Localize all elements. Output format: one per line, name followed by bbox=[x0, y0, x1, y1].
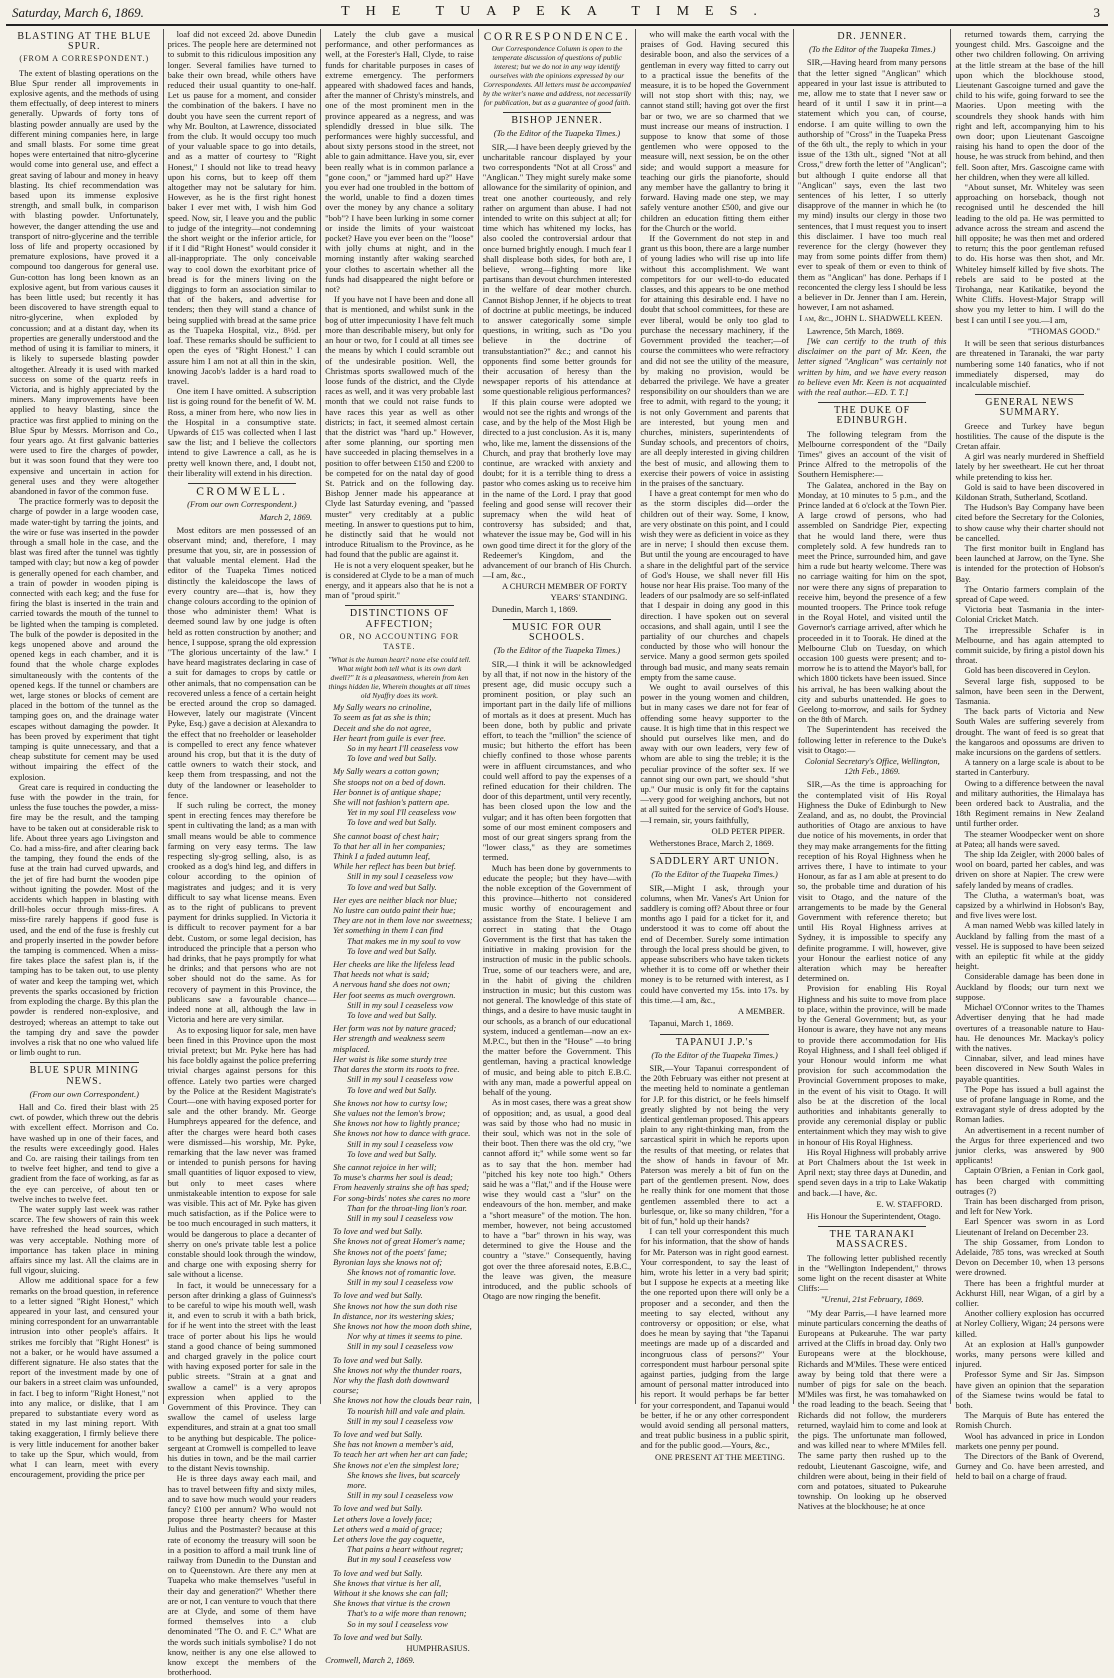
paragraph: Hall and Co. fired their blast with 25 cwt. of powder, which threw out the debris with excellent effect. Morrison and Co. have washed up in one of their faces, and the results were exceedingly good. Hales and Co. are raising their tailings from ten to twelve feet higher, and tend to give a gradient from the face of working, as far as the eye can perceive, of about ten or twelve inches to twelve feet. bbox=[10, 1101, 159, 1204]
news-item: The Clutha, a waterman's boat, was capsized by a whirlwind in Hobson's Bay, and five lives were lost. bbox=[955, 889, 1105, 921]
issue-date: Saturday, March 6, 1869. bbox=[12, 5, 144, 20]
poem-line: To muse's charms her soul is dead; bbox=[333, 1172, 453, 1183]
letter-title-saddlery: SADDLERY ART UNION. bbox=[649, 856, 780, 868]
poem-line: To love and wed but Sally. bbox=[333, 1503, 423, 1514]
poem-line: To love and wed but Sally. bbox=[347, 817, 437, 828]
paragraph: SIR,—I think it will be acknowledged by all that, if not now in the history of the present age, did music occupy such a prominent position, or play such an important part in the daily life of millions of mortals as it does at present. Much has been done, both by public and private effort, to teach the "million" the science of music; but hitherto the effort has been chiefly confined to those whose parents were in affluent circumstances, and who could well afford to pay the expenses of a refined education for their children. The door of this department, until very recently, has been closed upon the low and the vulgar; and it has often been forgotten that some of our most eminent composers and most of our great singers sprang from the "lower class," as they are sometimes termed. bbox=[482, 658, 632, 863]
news-item: The ship Ida Zeigler, with 2000 bales of wool on board, parted her cables, and was driven on shore at Napier. The crew were safely landed by means of cradles. bbox=[955, 849, 1105, 890]
poem-line: That dares the storm its roots to free. bbox=[333, 1064, 460, 1075]
poem-line: But in my soul I ceaseless vow bbox=[347, 1554, 452, 1565]
paragraph: Most editors are men possessed of an observant mind; and, therefore, I may presume that you, sir, are in possession of that valuable mental element. Had the editor of the Tuapeka Times noticed distinctly the kaleidoscope the laws of every country are—that is, how they change colours according to the opinion of those who administer them! What is deemed sound law by one judge is often held as rotten construction by another; and hence, I suppose, sprang the old expression "The glorious uncertainty of the law." I have heard magistrates declaring in case of a suit for damages to crops by cattle or other animals, that no compensation can be recovered unless a fence of a certain height be erected around the crop so damaged. However, lately our magistrate (Vincent Pyke, Esq.) gave a decision at Alexandra to the effect that no freeholder or leaseholder is compelled to erect any fence whatever around his crop, but that it is the duty of cattle owners to watch their stock, and keep them from trespassing, and not the duty of the landowner or leaseholder to fence. bbox=[167, 524, 317, 800]
paragraph: The water supply last week was rather scarce. The few showers of rain this week have refreshed the head sources, which was very acceptable. Nothing more of importance has taken place in mining affairs since my last. All the claims are in full vigour, sluicing. bbox=[10, 1203, 159, 1276]
poem-line: Let others wed a maid of grace; bbox=[333, 1523, 443, 1534]
news-item: Train has been discharged from prison, and left for New York. bbox=[955, 1195, 1105, 1217]
poem-line: She knows not how the sun doth rise bbox=[333, 1300, 458, 1311]
poem-line: My Sally wears no crinoline, bbox=[333, 702, 432, 713]
divider bbox=[503, 112, 612, 113]
divider bbox=[818, 1226, 927, 1227]
poem-line: Deceit and she do not agree, bbox=[333, 722, 432, 733]
poem-line: To love and wed but Sally. bbox=[333, 1429, 423, 1439]
poem-line: To love and wed but Sally. bbox=[333, 1354, 423, 1365]
poem-signature: HUMPHRASIUS. bbox=[406, 1643, 470, 1654]
paragraph: returned towards them, carrying the youngest child. Mrs. Gascoigne and the other two children following. On arriving at the little stream at the base of the hill upon which the blockhouse stood, Lieutenant Gascoigne turned and gave the child to his wife, going forward to see the Maories. Upon meeting with the scoundrels they shook hands with him right and left, accompanying him to his own door; upon Lieutenant Gascoigne raising his hand to open the door of the house, he was struck from behind, and then fell. Soon after, Mrs. Gascoigne came with her children, when they were all killed. bbox=[955, 29, 1105, 182]
paragraph: The Galatea, anchored in the Bay on Monday, at 10 minutes to 5 p.m., and the Prince landed at 6 o'clock at the Town Pier. A large crowd of persons, who had assembled on Sandridge Pier, expecting that he would land there, were thus completely sold. A few hundreds ran to meet the Prince, surrounded him, and gave him a rude but hearty welcome. There was no carriage waiting for him on the spot, nor were there any signs of preparation to receive him, beyond the presence of a few mounted troopers. The Prince took refuge in the Royal Hotel, and visited until the Governor's carriage arrived, after which he proceeded in it to Toorak. He dined at the Melbourne Club on Tuesday, on which occasion 100 guests were present; and to-morrow he is to attend the Mayor's ball, for which 1800 tickets have been issued. Since his arrival, he has been walking about the city and suburbs unattended. He goes to Geelong to-morrow, and sails for Sydney on the 8th of March. bbox=[797, 479, 947, 725]
article-title-taranaki: THE TARANAKI MASSACRES. bbox=[829, 1229, 915, 1251]
poem-line: Still in my soul I ceaseless vow bbox=[347, 1415, 454, 1426]
poem-line: In distance, nor its westering skies; bbox=[333, 1310, 455, 1321]
poem-line: She knows she lives, but scarcely more. bbox=[347, 1469, 460, 1491]
news-item: An advertisement in a recent number of the Argus for three experienced and two junior clerks, was answered by 900 applicants! bbox=[955, 1124, 1105, 1166]
poem-line: Still in my soul I ceaseless vow bbox=[347, 1277, 454, 1288]
divider bbox=[975, 394, 1084, 395]
poem-line: They are not in them love nor sweetness; bbox=[333, 915, 473, 926]
poem-line: To love and wed but Sally. bbox=[333, 1631, 423, 1642]
page-header bbox=[6, 2, 1108, 26]
poem-line: While her reflect has been but brief. bbox=[333, 861, 457, 872]
poem-line: To seem as fat as she is thin; bbox=[333, 712, 431, 723]
poem-line: To that her all in her companies; bbox=[333, 840, 446, 851]
poem-line: She has not known a member's aid, bbox=[333, 1439, 454, 1450]
paragraph: He is three days away each mail, and has to travel between fifty and sixty miles, and to save how much would your readers fancy? £100 per annum? Who would not propose three hearty cheers for Master Julius and the Postmaster? because at this rate of economy the treasury will soon be in a position to afford a mail trunk line of railway from Dunedin to the Dunstan and on to Queenstown. Are there any men at Tuapeka who make themselves "useful in their day and generation?" Whether there are or not, I can venture to vouch that there are at Clyde, and some of them have formed themselves into a club denominated "The O. and F. C." What are the words such initials symbolise? I do not know, neither is any one else allowed to know except the members of the brotherhood. bbox=[167, 1473, 317, 1678]
poem-line: Still in my soul I ceaseless vow bbox=[347, 871, 454, 882]
paragraph: loaf did not exceed 2d. above Dunedin prices. The people here are determined not to submit to this ridiculous imposition any longer. Several families have turned to bake their own bread, while others have reduced their usual quantity to one-half. Let us pause for a moment, and consider the combination of the bakers. I have no doubt you have seen the current report of why Mr. Boulton, at Lawrence, dissociated from the club. It would occupy too much of your valuable space to go into details, and as a matter of courtesy to "Right Honest," I should not like to tread heavy upon his corns, but to keep off them altogether may not be salutary for him. However, as he is the first right honest baker I ever met with, I wish him God speed. Now, sir, I leave you and the public to judge of the integrity—not condemning the short weight or the inferior article, for if it I did "Right Honest" would consider it all-inappropriate. The only conceivable way to cool down the exorbitant price of bread is for the miners living on the diggings to form an association similar to that of the bakers, and advertise for tenders; then they will stand a chance of being supplied with bread at the same price as the Tuapeka Hospital, viz., 8½d. per loaf. These remarks should be sufficient to open the eyes of "Right Honest." I can assure him I am not at all thin in the skin, knowing Jacob's ladder is a hard road to travel. bbox=[167, 29, 317, 386]
poem-line: That heeds not what is said; bbox=[333, 969, 430, 980]
news-item: Another colliery explosion has occurred at Norley Colliery, Wigan; 24 persons were killed. bbox=[955, 1308, 1105, 1339]
poem-line: Her cheeks are like the lifeless lead bbox=[333, 959, 455, 970]
paragraph: One item I have omitted. A subscription list is going round for the benefit of W. M. Ross, a miner from here, who now lies in the Hospital in a consumptive state. Upwards of £15 was collected when I last saw the list; and I believe the collectors intend to give Lawrence a call, as he is pretty well known there, and, I doubt not, their liberality will extend in his direction. bbox=[167, 386, 317, 478]
news-item: Captain O'Brien, a Fenian in Cork gaol, has been charged with committing outrages (?) bbox=[955, 1165, 1105, 1196]
article-byline: (From our own Correspondent.) bbox=[187, 499, 297, 510]
letter-salutation: (To the Editor of the Tuapeka Times.) bbox=[493, 645, 621, 656]
column-7 bbox=[951, 29, 1108, 1482]
news-item: A girl was nearly murdered in Sheffield lately by her sweetheart. He cut her throat while pretending to kiss her. bbox=[955, 451, 1105, 482]
poem-line: She knows that virtue is her all, bbox=[333, 1577, 442, 1588]
poem-line: Think I a faded autumn leaf, bbox=[333, 851, 431, 862]
paragraph: If the Government do not step in and grant us this boon, there are a large number of young ladies who will rise up into life without this accomplishment. We want competitors for our well-to-do educated classes, and this appears to be one method for attaining this desirable end. I have no doubt that school committees, for these are ever liberal, would be only too glad to purchase the necessary machinery, if the Government provided the teacher;—of course the committees who were refractory and did not see the utility of the measure, by making no provision, would be debarred the privilege. We have a greater responsibility on our shoulders than we are free to admit, with regard to the young; it is not only Government and parents that are interested, but young men and churches, ministers, superintendents of Sunday schools, and precentors of choirs, are all deeply interested in giving children the best of music, and allowing them to exercise their powers of voice in assisting in the praises of the sanctuary. bbox=[640, 233, 789, 488]
letter-signature: E. W. STAFFORD. bbox=[876, 1198, 943, 1209]
poem-line: From heavenly strains she oft has sped; bbox=[333, 1182, 470, 1193]
news-item: The irrepressible Schafer is in Melbourne, and has again attempted to commit suicide, by firing a pistol down his throat. bbox=[955, 624, 1105, 666]
news-item: Wool has advanced in price in London markets one penny per pound. bbox=[955, 1430, 1105, 1451]
poem-line: To love and wed but Sally. bbox=[347, 1010, 437, 1021]
paragraph: As in most cases, there was a great show of opposition; and, as usual, a good deal was said by those who had no music in their soul, which was not in the sole of their boot. Then there was the old cry, "we cannot afford it;" while some went so far as to say that the hon. member had "pitched his key note too high." Others said he was a "flat," and if the House were wise they would cast a "slur" on the endeavours of the hon. member, and make a "short measure" of the motion. The hon. member, however, not being accustomed to have a "bar" thrown in his way, was determined to give the House and the country a "stave." Consequently, having got over the three aforesaid notes, E.B.C., the leave was given, the measure introduced, and the public schools of Otago are now ringing the benefit. bbox=[482, 1097, 632, 1302]
letter-heading: Colonial Secretary's Office, Wellington, 12th Feb., 1869. bbox=[804, 756, 940, 777]
poem-line: To love and wed but Sally. bbox=[333, 1290, 423, 1301]
paragraph: SIR,—I have been deeply grieved by the uncharitable rancour displayed by your two correspondents "Not at all Cross" and "Anglican." They might surely make some allowance for the similarity of opinion, and treat one another courteously, and rely rather on argument than abuse. I had not intended to write on this subject at all; for time which has whitened my locks, has also cooled the controversial ardour that once burned brightly enough. I much fear I shall displease both sides, for both are, I believe, wrong—fighting more like partisans than devout churchmen interested in the welfare of dear mother church. Cannot Bishop Jenner, if he objects to treat of doctrine at public meetings, be induced to answer categorically some simple questions, in writing, such as "Do you believe in the doctrine of transubstantiation?" &c.; and cannot his opponents find some better grounds for their accusation of heresy than the newspaper reports of his attendance at some questionable religious performances? bbox=[482, 141, 632, 397]
correspondence-note: Our Correspondence Column is open to the temperate discussion of questions of public interest; but we do not in any way identify ourselves with the opinions expressed by our Correspondents. All letters must be accompanied by the writer's name and address, not necessarily for publication, but as a guarantee of good faith. bbox=[483, 44, 632, 108]
paragraph: Lately the club gave a musical performance, and other performances as well, at the Forester's Hall, Clyde, to raise funds for charitable purposes in cases of extreme emergency. The performers appeared with shadowed faces and hands, after the manner of Christy's minstrels, and one of the most prominent men in the province appeared as a negress, and was splendidly dressed in blue silk. The performances were highly successful, and about sixty persons stood in the street, not able to gain admittance. Have you, sir, ever been really what is in common parlance a "gone coon," or "jammed hard up?" Have you ever had one troubled in the bottom of the world, unable to find a dozen times over the money by any chance a solitary "bob"? I have been lurking in some corner or inside the limits of your waistcoat pocket? Have you ever been on the "loose" with jolly chums at night, and in the morning instantly after waking searched your clothes to ascertain whether all the funds had disappeared the night before or not? bbox=[325, 29, 474, 295]
news-item: The Directors of the Bank of Overend, Gurney and Co. have been arrested, and held to bail on a charge of fraud. bbox=[955, 1451, 1105, 1482]
poem-line: She knows not why the thunder roars, bbox=[333, 1364, 462, 1375]
article-title-cromwell: CROMWELL. bbox=[196, 485, 288, 498]
paragraph: SIR,—As the time is approaching for the contemplated visit of His Royal Highness the Duke of Edinburgh to New Zealand, and as, no doubt, the Provincial authorities of Otago are anxious to have due notice of his movements, in order that they may make arrangements for the fitting reception of his Royal Highness when he arrives there, I have to intimate to your Honour, as far as I am able at present to do so, the probable time and duration of his visit to Otago, and the nature of the arrangements to be made by the General Government with reference thereto; but until His Royal Highness arrives at Sydney, it is impossible to specify any definite programme. I will, however, give your Honour the earliest notice of any alteration which may be hereafter determined on. bbox=[797, 779, 947, 984]
paragraph: We ought to avail ourselves of this power in the young women and children, but in many cases we dare not for fear of offending some heavy supporter to the cause. It is high time that in this respect we should put ourselves like men, and do away with our own leaders, very few of whom are able to sing the treble; it is the peculiar province of the softer sex. If we cannot sing our own part, we should "shut up." Our music is only fit for the captains—very good for weighing anchors, but not at all suited for the service of God's House.—I remain, sir, yours faithfully, bbox=[640, 682, 789, 825]
poem-line: Still in my soul I ceaseless vow bbox=[347, 1212, 454, 1223]
news-item: There has been a frightful murder at Ackhurst Hill, near Wigan, of a girl by a collier. bbox=[955, 1277, 1105, 1308]
article-byline: (From our own Correspondent.) bbox=[29, 1088, 139, 1099]
poem-line: Her foot seems as much overgrown. bbox=[333, 989, 456, 1000]
news-item: A man named Webb was killed lately in Auckland by falling from the mast of a vessel. He is supposed to have been seized with an epileptic fit while at the giddy height. bbox=[955, 920, 1105, 972]
news-item: Earl Spencer was sworn in as Lord Lieutenant of Ireland on December 23. bbox=[955, 1216, 1105, 1237]
news-item: The Marquis of Bute has entered the Romish Church. bbox=[955, 1410, 1105, 1431]
news-item: The back parts of Victoria and New South Wales are suffering severely from drought. The want of feed is so great that the kangaroos and opossums are driven to make incursions on the gardens of settlers. bbox=[955, 706, 1105, 758]
poem-line: Nor why at times it seems to pine. bbox=[347, 1331, 463, 1342]
paragraph: His Royal Highness will probably arrive at Port Chalmers about the 1st week in April next; stay three days at Dunedin, and spend seven days in a trip to Lake Wakatip and back.—I have, &c. bbox=[797, 1146, 947, 1198]
poem-line: She will not fashion's pattern ape. bbox=[333, 797, 450, 808]
poem-line: Her bonnet is of antique shape; bbox=[333, 786, 442, 797]
paragraph: If you have not I have been and done all that is mentioned, and whilst sunk in the bog of utter impecuniosity I have felt much more than describable misery, but only for an hour or two, for I could at all times see the means by which I could scramble out of the undesirable position. Well, the Christmas sports swallowed much of the loose funds of the district, and the Clyde races as well, and it was very probable last month that we could not raise funds to have races this year as well as other districts; in fact, it seemed almost certain that the district was "hard up." However, after some planning, our sporting men have succeeded in placing themselves in a position to offer between £150 and £200 to be competed for on the natal day of good St. Patrick and on the following day. Bishop Jenner made his appearance at Clyde last Saturday evening, and "passed muster" very creditably at a public meeting. In answer to questions put to him, he distinctly said that he would not introduce Ritualism to the Province, as he had found that the public are against it. bbox=[325, 294, 474, 560]
letter-signature: I am, &c., JOHN L. SHADWELL KEEN. bbox=[799, 313, 943, 324]
column-4 bbox=[479, 29, 637, 1404]
poem-line: Her eyes are neither black nor blue; bbox=[333, 894, 458, 905]
poem-line: Still in my soul I ceaseless vow bbox=[347, 999, 454, 1010]
paragraph: In fact, it would be unnecessary for a person after drinking a glass of Guinness's to be careful to wipe his mouth well, wash it, and even to scrub it with a bath brick, for if he went into the street with the least trace of porter about his lips he would stand a good chance of being summoned and charged gravely in the police court with having exposed porter for sale in the public streets. "Strain at a gnat and swallow a camel" is a very apropos expression when applied to the Government of this Province. They can swallow the camel of useless large expenditures, and strain at a gnat too small to be anything but despicable. The police-sergeant at Cromwell is compelled to leave his duties in town, and be the mail carrier to the distant Nevis township. bbox=[167, 1279, 317, 1474]
poem-epigraph: "What is the human heart? none else could tell. What might both tell what is its own dark dwell?" It is a pleasantness, wherein from ken things hidden lie, Wherein thoughts at all times old Nyaffry does its work. bbox=[328, 655, 471, 701]
paragraph: who will make the earth vocal with the praises of God. Having secured this desirable boon, and also the services of a gentleman in every way fitted to carry out to a practical issue the benefits of the measure, it is to be hoped the Government will not stop short with this; nay, we cannot stand still; having got over the first bar or two, we are so charmed that we must increase our means of instruction. I suppose to know that some of those gentlemen who were opposed to the measure will, next session, be on the other side; and would support a measure for teaching our girls the pianoforte, should any member have the gallantry to bring it forward. Having made one step, we may safely venture another £500, and give our children an education fitting them either for the Church or the world. bbox=[640, 29, 789, 233]
news-item: The Pope has issued a bull against the use of profane language in Rome, and the extravagant style of dress adopted by the Roman ladies. bbox=[955, 1083, 1105, 1125]
news-item: The ship Gossamer, from London to Adelaide, 785 tons, was wrecked at South Devon on December 10, when 13 persons were drowned. bbox=[955, 1236, 1105, 1278]
paragraph: The extent of blasting operations on the Blue Spur render all improvements in explosive agents, and the methods of using them effectually, of deep interest to miners generally. Upwards of forty tons of blasting powder annually are used by the different mining companies here, in large and small blasts. For some time great hopes were entertained that nitro-glycerine would come into general use, and effect a great saving of labour and money in heavy blasting. Its chief recommendation was based upon its immense explosive strength, and small bulk, in comparison with blasting powder. Unfortunately, however, the danger attending the use and transport of nitro-glycerine and the terrible loss of life and property occasioned by premature explosions, have proved it a compound too dangerous for general use. Gun-cotton has long been known as an explosive agent, but from various causes it has been little used; but recently it has been discovered to have strength equal to nitro-glycerine, when exploded by concussion; and at a distant day, when its properties are generally understood and the method of using it is familiar to miners, it is likely to supersede blasting powder altogether. Already it is used with marked success on some of the quartz reefs in Victoria, and is highly appreciated by the miners. Many improvements have been applied to heavy blasting, since the practice was first applied to mining on the Blue Spur by Messrs. Morrison and Co., four years ago. At first galvanic batteries were used to fire the charges of powder, but it was soon found that they were too expensive and uncertain in action for general uses and they were altogether abandoned in favor of the common fuse. bbox=[10, 67, 159, 496]
letter-signature: OLD PETER PIPER. bbox=[711, 825, 785, 836]
news-item: Gold is said to have been discovered in Kildonan Strath, Sutherland, Scotland. bbox=[955, 481, 1105, 502]
paragraph: "About sunset, Mr. Whiteley was seen approaching on horseback, though not recognised until he descended the hill leading to the old pa. He was permitted to advance across the stream and ascend the hill opposite; he was then met and ordered to return; this the poor gentleman refused to do. His horse was then shot, and Mr. Whiteley himself killed by five shots. The rebels are said to be posted at the Tirohanga, near Katikatike, beyond the White Cliffs. Hovest-Major Strapp will show you my letter to him. I will do the best I can until I see you.—I am, bbox=[955, 182, 1105, 325]
paragraph: Great care is required in conducting the fuse with the powder in the train, for unless the fuse touches the powder, a miss-fire may be the result, and the tamping have to be taken out at considerable risk to life. About three years ago Livingston and Co. had a miss-fire, and after clearing back the tamping, they found the ends of the fuse at the train had curved upwards, and the jet of fire had burnt the wooden pipe without igniting the powder. Most of the accidents which happen in blasting with drill-holes occur through miss-fires. A miss-fire rarely happens if good fuse is used, and the end of the fuse is freshly cut and properly inserted in the powder before the tamping is commenced. When a miss-fire takes place the safest plan is, if the tamping has to be taken out, to use plenty of water and keep the tamping wet, which prevents the sparks occasioned by friction from exploding the charge. By this plan the powder is rendered non-explosive, and destroyed; whereas an attempt to take out the tamping dry and save the powder involves a risk that no one who valued life or limb ought to run. bbox=[10, 781, 159, 1058]
divider bbox=[660, 1034, 769, 1035]
letter-signature: A CHURCH MEMBER OF FORTY YEARS' STANDING. bbox=[501, 581, 628, 602]
poem-line: She knows not how the clouds bear rain, bbox=[333, 1395, 472, 1406]
news-item: The Ontario farmers complain of the spread of Cape weed. bbox=[955, 583, 1105, 604]
poem-line: She knows that virtue is the crown bbox=[333, 1598, 451, 1609]
article-title-blasting: BLASTING AT THE BLUE SPUR. bbox=[17, 31, 152, 53]
poem-line: She knows not of the poets' fame; bbox=[333, 1246, 448, 1257]
poem-line: To love and wed but Sally. bbox=[347, 1148, 437, 1159]
dateline: "Urenui, 21st February, 1869. bbox=[820, 1294, 924, 1305]
dateline: Dunedin, March 1, 1869. bbox=[491, 603, 578, 614]
paragraph: The following letter published recently in the "Wellington Independent," throws some light on the recent disaster at White Cliffs:— bbox=[797, 1252, 947, 1294]
dateline: Wetherstones Brace, March 2, 1869. bbox=[649, 838, 774, 849]
divider bbox=[818, 402, 927, 403]
poem-line: Yet something in them I can find bbox=[333, 925, 443, 936]
divider bbox=[345, 605, 454, 606]
poem-line: So in my heart I'll ceaseless vow bbox=[347, 743, 459, 753]
poem-line: She knows not how the moon doth shine, bbox=[333, 1320, 472, 1331]
dateline: Cromwell, March 2, 1869. bbox=[325, 1655, 415, 1666]
divider bbox=[188, 483, 297, 484]
section-title-news-summary: GENERAL NEWS SUMMARY. bbox=[985, 397, 1075, 419]
poem-line: To love and wed but Sally. bbox=[333, 1567, 423, 1578]
poem-line: She knows not how to dance with grace. bbox=[333, 1128, 471, 1139]
paragraph: SIR,—Having heard from many persons that the letter signed "Anglican" which appeared in your last issue is attributed to me, allow me to state that I never saw or heard of it until I saw it in print—a statement which you can, of course, endorse. I am quite willing to own the authorship of "Cross" in the Tuapeka Press of the 6th ult., the reply to which in your issue of the 13th ult., signed "Not at all Cross," drew forth the letter of "Anglican"; but although I quite endorse all that "Anglican" says, even the last two sentences of his letter, I so utterly disapprove of the manner in which he (to my mind) insults our clergy in those two sentences, that I must request you to insert this disclaimer. I have too much real reverence for the clergy (however they may from some points differ from them) ever to speak of them or even to think of them as "Anglican" has done. Perhaps if I reconcented the clergy less I should be less a believer in Dr. Jenner than I am. Herein, however, I am not ashamed. bbox=[797, 57, 947, 313]
dateline: Lawrence, 5th March, 1869. bbox=[806, 325, 904, 336]
dateline: Tapanui, March 1, 1869. bbox=[649, 1018, 734, 1029]
letter-title-bishop-jenner: BISHOP JENNER. bbox=[511, 115, 603, 127]
news-item: Considerable damage has been done in Auckland by floods; our turn next we suppose. bbox=[955, 971, 1105, 1002]
paragraph: SIR,—Might I ask, through your columns, when Mr. Vanes's Art Union for saddlery is coming off? About three or four months ago I paid for a ticket for it, and understood it was to come off about the end of December. Surely some intimation through the local press should be given, to appease subscribers who have taken tickets whether it is to come off or whether their money is to be returned with interest, as I could have converted my 15s. into 17s. by this time.—I am, &c., bbox=[640, 882, 789, 1005]
section-title-correspondence: CORRESPONDENCE. bbox=[483, 31, 631, 43]
poem-line: So in my soul I ceaseless vow bbox=[347, 1618, 448, 1629]
page-number: 3 bbox=[1093, 5, 1100, 20]
poem-line: She cannot boast of chest hair; bbox=[333, 830, 440, 841]
poem-line: She knows not how to lightly prance; bbox=[333, 1118, 460, 1129]
poem-line: Still in my soul I ceaseless vow bbox=[347, 1138, 454, 1149]
poem-line: Still in my soul I ceaseless vow bbox=[347, 1341, 454, 1352]
poem-line: To teach her art when her art can fade; bbox=[333, 1449, 468, 1460]
poem-line: Nor why the flash doth downward course; bbox=[333, 1374, 449, 1396]
paragraph: He is not a very eloquent speaker, but he is considered at Clyde to be a man of much energy, and it appears also that he is not a man of "proud spirit." bbox=[325, 559, 474, 601]
news-item: The steamer Woodpecker went on shore at Patea; all hands were saved. bbox=[955, 828, 1105, 849]
poem-line: She values not the lemon's brow; bbox=[333, 1107, 446, 1118]
news-item: Several large fish, supposed to be salmon, have been seen in the Derwent, Tasmania. bbox=[955, 675, 1105, 706]
poem-line: Without it she knows she can fall; bbox=[333, 1588, 449, 1599]
article-byline: (FROM A CORRESPONDENT.) bbox=[19, 54, 150, 64]
column-6 bbox=[794, 29, 952, 1512]
paragraph: I have a great contempt for men who do as the storm disciples did—order the children out of their way. Some, I know, are very obstinate on this point, and I could wish they were as deficient in voice as they are in nerve; I should then excuse them. But until the young are encouraged to have a share in the delightful part of the service of God's House, we shall never fill His house nor hear His praise. Too many of the leaders of our psalmody are so self-inflated that I despair in doing any good in this direction. I have spoken out on several occasions, and shall again, until I see the partiality of our churches and chapels conducted by those who will honour the service. Many a good sermon gets spoiled through bad music, and many seats remain empty from the same cause. bbox=[640, 488, 789, 682]
poem-line: For song-birds' notes she cares no more bbox=[333, 1192, 471, 1203]
paragraph: SIR,—Your Tapanui correspondent of the 20th February was either not present at the meeting held to nominate a gentleman for J.P. for this district, or he feels himself greatly slighted by not being the very identical gentleman proposed. This appears plain to any right-thinking man, from the sarcastical spirit in which he reports upon the results of that meeting, or relates that the show of hands in favour of Mr. Paterson was merely a bit of fun on the part of the gentlemen present. Now, does he really think for one moment that those gentlemen assembled there to act a burlesque, or, like so many children, "for a bit of fun," hold up their hands? bbox=[640, 1062, 789, 1226]
news-items bbox=[955, 421, 1104, 1482]
poem-line: To love and wed but Sally. bbox=[347, 1084, 437, 1095]
poem-line: My Sally wears a cotton gown; bbox=[333, 766, 440, 777]
poem-line: Still in my soul I ceaseless vow bbox=[347, 1490, 454, 1501]
poem-line: A nervous hand she does not own; bbox=[333, 979, 451, 990]
editor-note: [We can certify to the truth of this disclaimer on the part of Mr. Keen, the letter signed "Anglican" was certainly not written by him, and we have every reason to believe even Mr. Keen is not acquainted with the real author.—ED. T. T.] bbox=[797, 335, 947, 397]
news-item: The Hudson's Bay Company have been cited before the Secretary for the Colonies, to show cause why their charter should not be cancelled. bbox=[955, 502, 1105, 543]
news-item: Michael O'Connor writes to the Thames Advertiser denying that he had made overtures of a treasonable nature to Hau-hau. He denounces Mr. Mackay's policy with the natives. bbox=[955, 1002, 1105, 1053]
dateline: March 2, 1869. bbox=[259, 512, 313, 523]
poem-line: To love and wed but Sally. bbox=[347, 881, 437, 892]
news-item: A tannery on a large scale is about to be started in Canterbury. bbox=[955, 757, 1105, 778]
poem-line: She knows not of romantic love. bbox=[347, 1266, 457, 1277]
poem-line: To nourish hill and vale and plain. bbox=[347, 1405, 466, 1416]
paragraph: His Honour the Superintendent, Otago. bbox=[806, 1210, 941, 1221]
news-item: Cinnabar, silver, and lead mines have been discovered in New South Wales in payable quantities. bbox=[955, 1053, 1105, 1084]
column-1 bbox=[6, 29, 164, 1480]
news-item: Owing to a difference between the naval and military authorities, the Himalaya has been ordered back to Australia, and the 18th Regiment remains in New Zealand until further order. bbox=[955, 777, 1105, 829]
letter-title-music: MUSIC FOR OUR SCHOOLS. bbox=[511, 621, 603, 644]
poem-line: Her waist is like some sturdy tree bbox=[333, 1053, 447, 1064]
letter-title-dr-jenner: DR. JENNER. bbox=[837, 31, 907, 42]
article-title-mining-news: BLUE SPUR MINING NEWS. bbox=[29, 1065, 139, 1087]
poem-subtitle: OR, NO ACCOUNTING FOR TASTE. bbox=[339, 631, 460, 651]
poem-line: She knows not of great Homer's name; bbox=[333, 1236, 466, 1247]
paragraph: The Superintendent has received the following letter in reference to the Duke's visit to Otago:— bbox=[797, 724, 947, 755]
paragraph: I can tell your correspondent this much for his information, that the show of hands for Mr. Paterson was in right good earnest. Your correspondent, to say the least of him, wrote his letter in a very bad spirit; but I suppose he expects at a meeting like the one reported upon there will only be a proposer and a seconder, and then the meeting to say elected, without any controversy or opposition; or else, what does he mean by saying that "the Tapanui meetings are made up of a discarded and incongruous class of persons?" Your correspondent must harbour personal spite against parties, judging from the large amount of personal matter introduced into his report. It would perhaps be far better for your correspondent, and Tapanui would be better, if he or any other correspondent would avoid sending all personal matters, and treat public business in a public spirit, and for the public good.—Yours, &c., bbox=[640, 1226, 789, 1451]
news-item: At an explosion at Hall's gunpowder works, many persons were killed and injured. bbox=[955, 1338, 1105, 1370]
poem-line: Than for the throat-ling lion's roar. bbox=[347, 1202, 468, 1213]
poem-line: She knows not e'en the simplest lore; bbox=[333, 1459, 460, 1470]
letter-salutation: (To the Editor of the Tuapeka Times.) bbox=[651, 1049, 778, 1060]
poem-line: She cannot rejoice in her will; bbox=[333, 1161, 437, 1172]
news-item: The first monitor built in England has been launched at Jarrow, on the Tyne. She is intended for the protection of Hobson's Bay. bbox=[955, 542, 1105, 584]
poem-line: Yet in my soul I'll ceaseless vow bbox=[347, 807, 456, 818]
poem-line: Still in my soul I ceaseless vow bbox=[347, 1074, 454, 1085]
paragraph: It will be seen that serious disturbances are threatened in Taranaki, the war party numbering some 140 fanatics, who if not immediately dispersed, may do incalculable mischief. bbox=[955, 338, 1105, 389]
letter-signature: "THOMAS GOOD." bbox=[1028, 325, 1101, 336]
paragraph: The following telegram from the Melbourne correspondent of the "Daily Times" gives an account of the visit of Prince Alfred to the metropolis of the Southern Hemisphere:— bbox=[797, 428, 947, 480]
paragraph: "My dear Parris,—I have learned more minute particulars concerning the deaths of Europeans at Pukearuhe. The war party arrived at the Cliffs in broad day. Only two Europeans were at the blockhouse, Richards and M'Miles. These were enticed away by being told that there were a number of pigs for sale on the beach. M'Miles was first, he was tomahawked on the road leading to the beach. Seeing that Richards did not follow, the murderers returned, waylaid him to come and look at the pigs. The unfortunate man followed, and was killed near to where M'Miles fell. The same party then rushed up to the redoubt, Lieutenant Gascoigne, wife, and children were about, being in their field of corn and potatoes, situated to Pukearuhe township. On looking up he observed Natives at the blockhouse; he at once bbox=[797, 1307, 947, 1512]
paragraph: Much has been done by governments to educate the people; but they have—with the noble exception of the Government of this province—hitherto not considered music worthy of encouragement and assistance from the State. I believe I am correct in stating that the Otago Government is the first that has taken the initiative in making provision for the instruction of music in the public schools. True, some of our teachers were, and are, in the habit of giving the children instruction in music; but this custom was not general. The knowledge of this state of things, and a desire to have music taught in our schools, as a branch of our educational system, induced a gentleman—now an ex-M.P.C., but then in the "House" —to bring the matter before the Government. This gentleman, having a practical knowledge of music, and being able to pitch E.B.C. with any man, made a powerful appeal on behalf of the young. bbox=[482, 862, 632, 1098]
masthead: THE TUAPEKA TIMES. bbox=[341, 4, 773, 19]
poem-line: That pains a heart without regret; bbox=[347, 1544, 464, 1555]
columns bbox=[6, 29, 1108, 1678]
letter-salutation: (To the Editor of the Tuapeka Times.) bbox=[651, 869, 778, 880]
poem-line: She knows not how to curtsy low; bbox=[333, 1097, 448, 1108]
news-item: Professor Syme and Sir Jas. Simpson have given an opinion that the separation of the Siamese twins would be fatal to both. bbox=[955, 1369, 1105, 1411]
poem-line: Let others love a lovely face; bbox=[333, 1513, 433, 1524]
poem-body bbox=[325, 702, 474, 1642]
divider bbox=[660, 853, 769, 854]
paragraph: As to exposing liquor for sale, men have been fined in this Province upon the most trivial pretext; but Mr. Pyke here has had his face boldly against the police preferring trivial charges against persons for this offence. Lately two parties were charged by the Police at the Resident Magistrate's Court—one with having exposed porter for sale and the other brandy. Mr. George Humphreys appeared for the defence, and after the charges were heard both cases were dismissed—his worship, Mr. Pyke, remarking that the law never was framed or intended to punish persons for having small quantities of liquor exposed to view, but only to meet cases where unmistakeable intention to expose for sale was visible. This act of Mr. Pyke has given much satisfaction, as if the Police were to be too much encouraged in such matters, it would be dangerous to place a decanter of sherry on one's private table lest a police constable should look through the window, and charge one with exposing sherry for sale without a license. bbox=[167, 1024, 317, 1280]
poem-line: No lustre can outdo paint their hue; bbox=[333, 905, 456, 916]
poem-line: To love and wed but Sally. bbox=[347, 753, 437, 764]
poem-line: Her heart from guile is ever free. bbox=[333, 732, 446, 743]
column-3 bbox=[321, 29, 479, 1666]
poem-line: That makes me in my soul to vow bbox=[347, 935, 461, 946]
poem-line: Her strength and weakness seem misplaced. bbox=[333, 1033, 445, 1054]
news-item: Victoria beat Tasmania in the inter-Colonial Cricket Match. bbox=[955, 604, 1105, 625]
letter-salutation: (To the Editor of the Tuapeka Times.) bbox=[493, 128, 621, 139]
poem-line: Let others love the gay coquette, bbox=[333, 1534, 445, 1545]
poem-line: To love and wed but Sally. bbox=[333, 1226, 423, 1237]
column-5 bbox=[636, 29, 794, 1462]
letter-title-tapanui: TAPANUI J.P.'s bbox=[675, 1036, 754, 1048]
paragraph: The practice formerly was to deposit the charge of powder in a large wooden case, made water-tight by tarring the joints, and the wire or fuse was inserted in the powder through a small hole in the case, and the blast was fired after the tunnel was tightly tamped with clay; but now a keg of powder is generally opened for each chamber, and a train of powder in wooden piping is connected with each keg; and the fuse for firing the blast is inserted in the train and carried towards the mouth of the tunnel to be lighted when the tamping is completed. The bulk of the powder is deposited in the kegs unopened above and around the opened kegs in each chamber, and it is found that the whole charge explodes simultaneously with the contents of the opened kegs. If the tunnel or chambers are wet, large stones or blocks of cement are placed in the bottom of the tunnel as the tamping goes on, and the drainage water escapes without damaging the powder. It has been proved by experiment that tight tamping is quite unnecessary, and that a cheap substitute for cement may be used without impairing the effect of the explosion. bbox=[10, 496, 159, 782]
letter-signature: ONE PRESENT AT THE MEETING. bbox=[655, 1451, 785, 1462]
paragraph: Provision for enabling His Royal Highness and his suite to move from place to place, within the province, will be made by the General Government; but, as your Honour is aware, they have not any means to provide there accommodation for His Royal Highness, and I shall feel obliged if your Honour would inform me what provision for such accommodation the Provincial Government proposes to make, in the event of his visit to Otago. It will also be at the discretion of the local authorities and inhabitants generally to provide any ceremonial display or public entertainment which they may wish to give in honour of His Royal Highness. bbox=[797, 983, 947, 1147]
column-2 bbox=[164, 29, 322, 1678]
news-item: Greece and Turkey have begun hostilities. The cause of the dispute is the Cretan affair. bbox=[955, 420, 1105, 451]
divider bbox=[503, 619, 612, 620]
poem-line: That's to a wife more than renown; bbox=[347, 1608, 467, 1619]
article-title-duke: THE DUKE OF EDINBURGH. bbox=[834, 405, 911, 427]
poem-line: Byronian lays she knows not of; bbox=[333, 1256, 443, 1267]
letter-salutation: (To the Editor of the Tuapeka Times.) bbox=[808, 44, 936, 55]
poem-line: To love and wed but Sally. bbox=[347, 945, 437, 956]
divider bbox=[30, 1062, 139, 1063]
paragraph: If this plain course were adopted we would not see the rights and wrongs of the case, and by the help of the Most High be directed to a just conclusion. As it is, many who, like me, lament the dissensions of the Church, and pray that brotherly love may continue, are wracked with anxiety and doubt; for it is a terrible thing to dress a pastor who comes asking us to receive him in the name of the Lord. I pray that good feeling and good sense will recover their supremacy when the wild heat of controversy has subsided; and that, whatever the issue may be, God will in his own good time direct it for the glory of the Redeemer's Kingdom, and the advancement of our branch of His Church.—I am, &c., bbox=[482, 396, 632, 581]
poem-title: DISTINCTIONS OF AFFECTION; bbox=[349, 608, 450, 630]
news-item: Gold has been discovered in Ceylon. bbox=[964, 665, 1091, 676]
paragraph: Allow me additional space for a few remarks on the broad question, in reference to a letter signed "Right Honest," which appeared in your last, and censured your mining correspondent for an unwarrantable intrusion into other people's affairs. It strikes me forcibly that "Right Honest" is not a baker, or he would have assumed a different signature. He also states that the report of the investment made by one of our bakers in a street claim was unfounded, in fact. I beg to inform "Right Honest," not into any malice, or dislike, that I am prepared to substantiate every word as stated in my last mining report. With taking exaggeration, I firmly believe there is very little inducement for another baker to take up the Spur, which would, from what I can learn, meet with every encouragement, providing the price per bbox=[10, 1275, 159, 1480]
poem-line: Her form was not by nature graced; bbox=[333, 1023, 457, 1034]
letter-signature: A MEMBER. bbox=[737, 1006, 785, 1017]
poem-line: She stoops not on a bed of down. bbox=[333, 776, 446, 787]
paragraph: If such ruling be correct, the money spent in erecting fences may therefore be spent in cultivating the land; as a man with small means would be able to commence farming on very easy terms. The law respecting sly-grog selling, also, is as crooked as a dog's hind leg, and differs in colour according to the opinion of magistrates and judges; and it is very difficult to say what license means. Even as to the right of publicans to prevent payment for drinks supplied. In Victoria it is difficult to recover payment for a bar debt. Custom, or some legal decision, has introduced the principle that a person who had drinks, that he pays promptly for what he drinks; and that persons who are not sober should not do the same. As for recovery of payment in this Province, the publicans saw a favourable chance—indeed none at all, although the law in Victoria and here are very similar. bbox=[167, 800, 317, 1025]
